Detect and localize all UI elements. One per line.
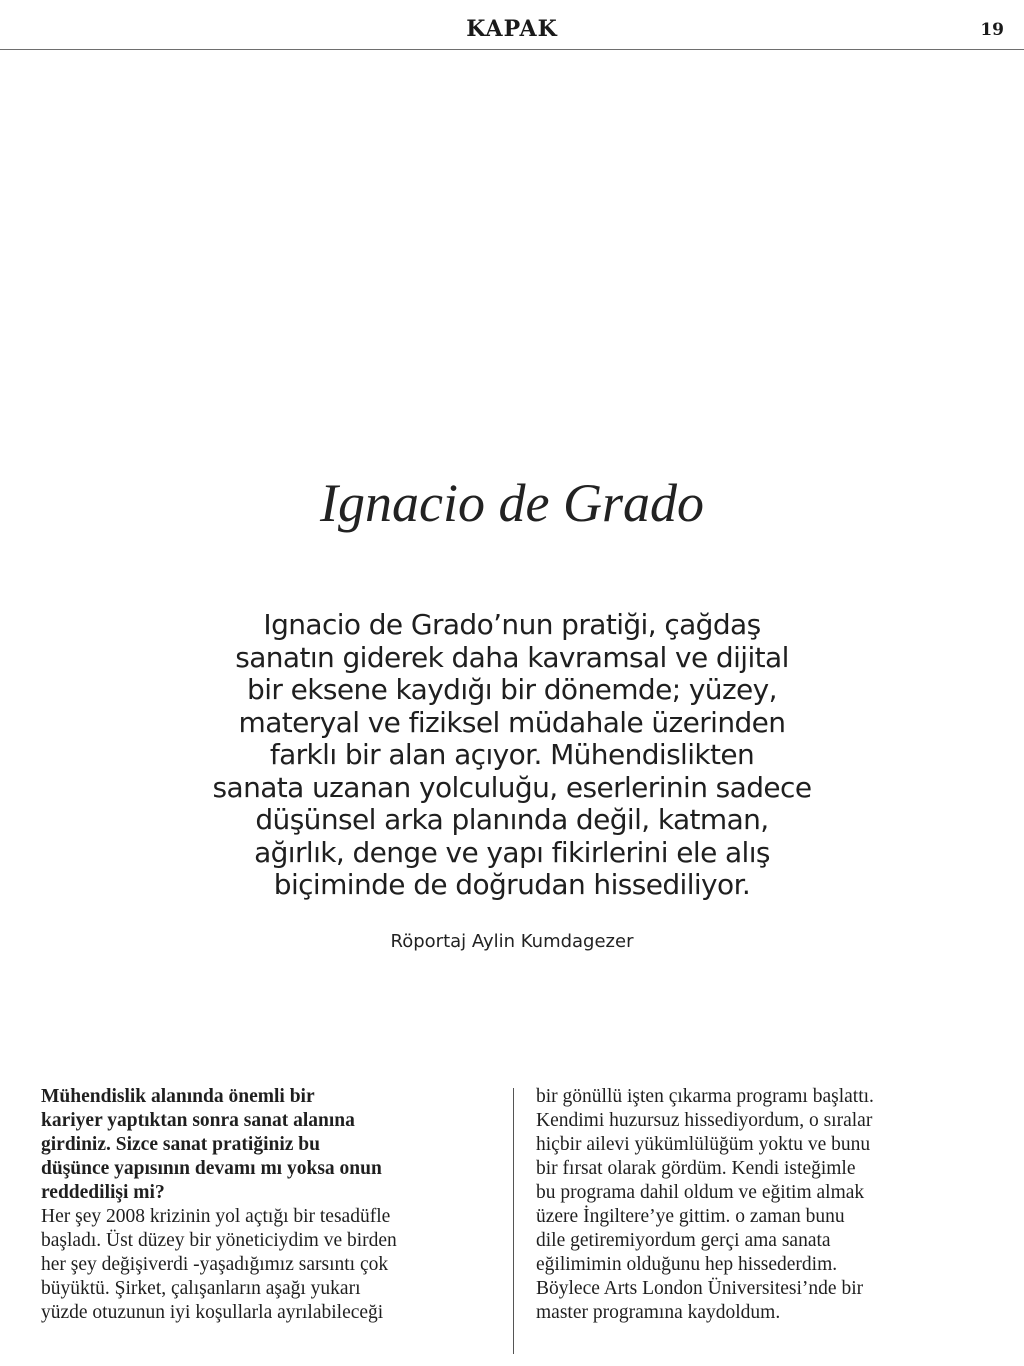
answer-line: başladı. Üst düzey bir yöneticiydim ve birden — [41, 1230, 397, 1251]
lead-line: sanatın giderek daha kavramsal ve dijital — [235, 640, 789, 674]
answer-line: bir fırsat olarak gördüm. Kendi isteğimle — [536, 1158, 856, 1179]
answer-line: Böylece Arts London Üniversitesi’nde bir — [536, 1278, 864, 1299]
interview-answer-continued — [536, 1085, 986, 1325]
question-line: reddedilişi mi? — [41, 1182, 165, 1203]
answer-line: Her şey 2008 krizinin yol açtığı bir tesadüfle — [41, 1206, 391, 1227]
answer-line: bir gönüllü işten çıkarma programı başlattı. — [536, 1086, 874, 1107]
answer-line: bu programa dahil oldum ve eğitim almak — [536, 1182, 865, 1203]
page-number: 19 — [980, 20, 1004, 40]
interview-left-column — [41, 1085, 503, 1325]
interview-answer — [41, 1205, 503, 1325]
question-line: kariyer yaptıktan sonra sanat alanına — [41, 1110, 355, 1131]
answer-line: Kendimi huzursuz hissediyordum, o sıralar — [536, 1110, 873, 1131]
answer-line: master programına kaydoldum. — [536, 1302, 781, 1323]
lead-line: materyal ve fiziksel müdahale üzerinden — [238, 705, 786, 739]
byline: Röportaj Aylin Kumdagezer — [390, 931, 634, 952]
lead-line: Ignacio de Grado’nun pratiği, çağdaş — [263, 608, 761, 641]
lead-line: ağırlık, denge ve yapı fikirlerini ele alış — [254, 835, 770, 869]
page-header — [0, 0, 1024, 50]
lead-line: farklı bir alan açıyor. Mühendislikten — [269, 738, 755, 771]
question-line: düşünce yapısının devamı mı yoksa onun — [41, 1158, 382, 1179]
answer-line: yüzde otuzunun iyi koşullarla ayrılabileceği — [41, 1302, 384, 1323]
answer-line: büyüktü. Şirket, çalışanların aşağı yukarı — [41, 1278, 361, 1299]
answer-line: dile getiremiyordum gerçi ama sanata — [536, 1230, 831, 1251]
lead-line: biçiminde de doğrudan hissediliyor. — [273, 868, 751, 901]
lead-line: sanata uzanan yolculuğu, eserlerinin sadece — [212, 770, 812, 804]
article-lead — [152, 609, 872, 902]
column-divider — [513, 1088, 514, 1354]
article-title: Ignacio de Grado — [320, 473, 704, 533]
answer-line: eğilimimin olduğunu hep hissederdim. — [536, 1254, 838, 1275]
answer-line: hiçbir ailevi yükümlülüğüm yoktu ve bunu — [536, 1134, 871, 1155]
interview-question — [41, 1085, 503, 1205]
lead-line: bir eksene kaydığı bir dönemde; yüzey, — [247, 673, 777, 706]
question-line: Mühendislik alanında önemli bir — [41, 1086, 315, 1107]
lead-line: düşünsel arka planında değil, katman, — [255, 803, 769, 836]
answer-line: her şey değişiverdi -yaşadığımız sarsıntı çok — [41, 1254, 389, 1275]
interview-right-column — [536, 1085, 986, 1325]
section-title: KAPAK — [466, 16, 558, 42]
answer-line: üzere İngiltere’ye gittim. o zaman bunu — [536, 1206, 845, 1227]
question-line: girdiniz. Sizce sanat pratiğiniz bu — [41, 1134, 320, 1155]
